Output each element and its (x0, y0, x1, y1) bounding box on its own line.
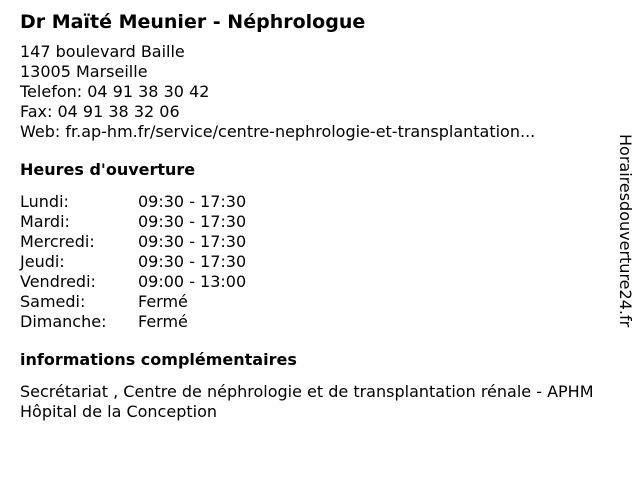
day-label: Mardi: (20, 212, 70, 231)
page-content (20, 8, 610, 422)
hours-row-tuesday (20, 212, 610, 232)
day-label: Vendredi: (20, 272, 96, 291)
hours-row-monday (20, 192, 610, 212)
fax-number: Fax: 04 91 38 32 06 (20, 102, 180, 121)
additional-info-heading: informations complémentaires (20, 350, 297, 369)
day-hours: 09:30 - 17:30 (138, 192, 247, 211)
hours-row-saturday (20, 292, 610, 312)
day-label: Jeudi: (20, 252, 65, 271)
website-link[interactable]: fr.ap-hm.fr/service/centre-nephrologie-et-transplantation... (65, 122, 536, 141)
day-hours: 09:30 - 17:30 (138, 212, 247, 231)
day-label: Dimanche: (20, 312, 107, 331)
day-hours: 09:30 - 17:30 (138, 252, 247, 271)
hours-row-wednesday (20, 232, 610, 252)
day-hours: 09:00 - 13:00 (138, 272, 247, 291)
address-street: 147 boulevard Baille (20, 42, 185, 61)
phone-number: Telefon: 04 91 38 30 42 (20, 82, 210, 101)
hours-row-thursday (20, 252, 610, 272)
address-city: 13005 Marseille (20, 62, 148, 81)
page-title: Dr Maïté Meunier - Néphrologue (20, 11, 366, 33)
day-label: Samedi: (20, 292, 86, 311)
opening-hours-heading: Heures d'ouverture (20, 160, 196, 179)
opening-hours-table (20, 192, 610, 332)
site-brand-watermark: Horairesdouverture24.fr (616, 134, 635, 328)
contact-block (20, 42, 610, 142)
website-row (20, 122, 610, 142)
day-hours: 09:30 - 17:30 (138, 232, 247, 251)
website-label: Web: (20, 122, 66, 141)
day-hours: Fermé (138, 312, 188, 331)
additional-info-text: Secrétariat , Centre de néphrologie et de transplantation rénale - APHM Hôpital de la Conception (20, 382, 594, 421)
day-label: Mercredi: (20, 232, 95, 251)
day-hours: Fermé (138, 292, 188, 311)
hours-row-friday (20, 272, 610, 292)
hours-row-sunday (20, 312, 610, 332)
day-label: Lundi: (20, 192, 69, 211)
